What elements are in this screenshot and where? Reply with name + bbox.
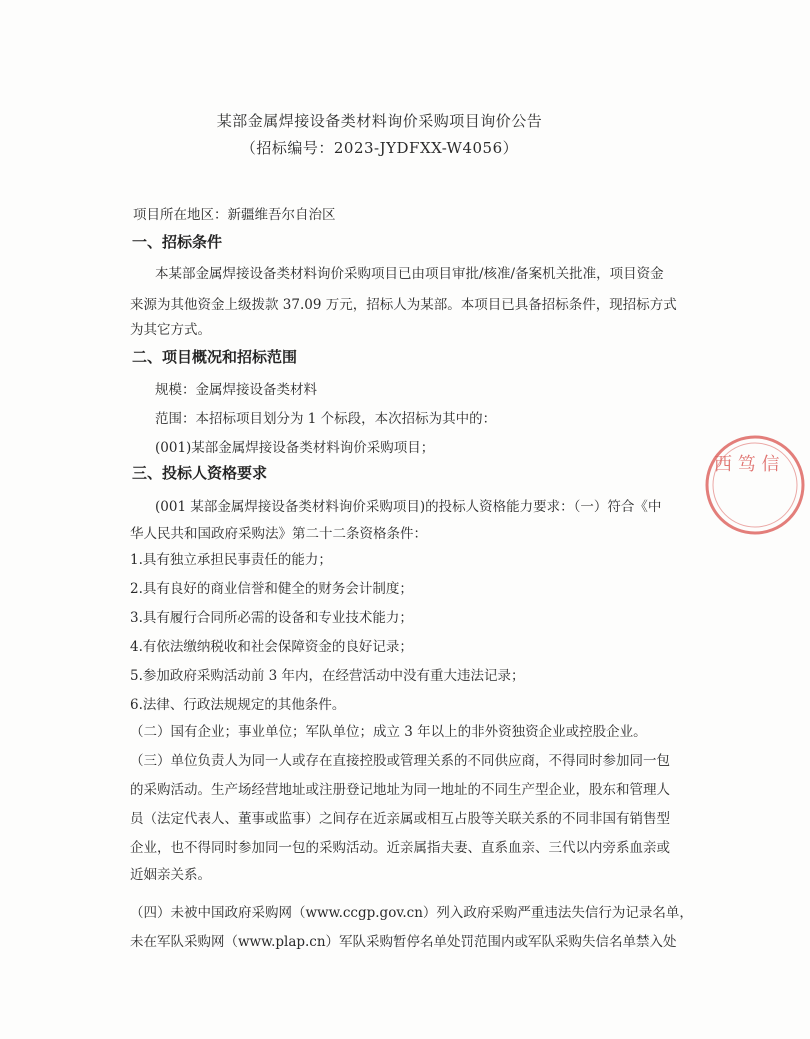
list-item: 5.参加政府采购活动前 3 年内，在经营活动中没有重大违法记录； — [130, 668, 525, 684]
paragraph-line: 未在军队采购网（www.plap.cn）军队采购暂停名单处罚范围内或军队采购失信名单禁入处 — [130, 934, 677, 950]
paragraph-line: （三）单位负责人为同一人或存在直接控股或管理关系的不同供应商，不得同时参加同一包 — [130, 753, 670, 769]
section-heading-2: 二、项目概况和招标范围 — [132, 348, 298, 366]
official-seal-icon — [700, 430, 810, 540]
section-heading-1: 一、招标条件 — [132, 233, 223, 251]
paragraph-line: (001 某部金属焊接设备类材料询价采购项目)的投标人资格能力要求：（一）符合《中 — [155, 499, 662, 515]
document-title: 某部金属焊接设备类材料询价采购项目询价公告 — [216, 112, 543, 130]
section-heading-3: 三、投标人资格要求 — [132, 464, 268, 482]
tender-number: （招标编号：2023-JYDFXX-W4056） — [240, 139, 519, 157]
paragraph-line: 员（法定代表人、董事或监事）之间存在近亲属或相互占股等关联关系的不同非国有销售型 — [130, 811, 670, 827]
paragraph-line: （四）未被中国政府采购网（www.ccgp.gov.cn）列入政府采购严重违法失信行为记录名单， — [130, 905, 693, 921]
paragraph-line: 本某部金属焊接设备类材料询价采购项目已由项目审批/核准/备案机关批准，项目资金 — [155, 266, 664, 282]
list-item: 1.具有独立承担民事责任的能力； — [130, 552, 332, 568]
list-item: 2.具有良好的商业信誉和健全的财务会计制度； — [130, 581, 413, 597]
paragraph-line: 企业，也不得同时参加同一包的采购活动。近亲属指夫妻、直系血亲、三代以内旁系血亲或 — [130, 840, 670, 856]
paragraph-line: 规模：金属焊接设备类材料 — [155, 382, 317, 398]
paragraph-line: 华人民共和国政府采购法》第二十二条资格条件： — [130, 526, 427, 542]
paragraph-line: 来源为其他资金上级拨款 37.09 万元，招标人为某部。本项目已具备招标条件，现招标方式 — [130, 297, 677, 313]
paragraph-line: 近姻亲关系。 — [130, 867, 211, 883]
paragraph-line: (001)某部金属焊接设备类材料询价采购项目； — [155, 440, 435, 456]
paragraph-line: 的采购活动。生产场经营地址或注册登记地址为同一地址的不同生产型企业，股东和管理人 — [130, 782, 670, 798]
paragraph-line: （二）国有企业；事业单位；军队单位；成立 3 年以上的非外资独资企业或控股企业。 — [130, 724, 647, 740]
list-item: 3.具有履行合同所必需的设备和专业技术能力； — [130, 610, 413, 626]
project-location: 项目所在地区：新疆维吾尔自治区 — [133, 207, 336, 223]
paragraph-line: 为其它方式。 — [130, 322, 211, 338]
list-item: 6.法律、行政法规规定的其他条件。 — [130, 697, 346, 713]
paragraph-line: 范围：本招标项目划分为 1 个标段，本次招标为其中的： — [155, 411, 497, 427]
list-item: 4.有依法缴纳税收和社会保障资金的良好记录； — [130, 639, 413, 655]
seal-text: 西 笃 信 — [714, 454, 780, 475]
